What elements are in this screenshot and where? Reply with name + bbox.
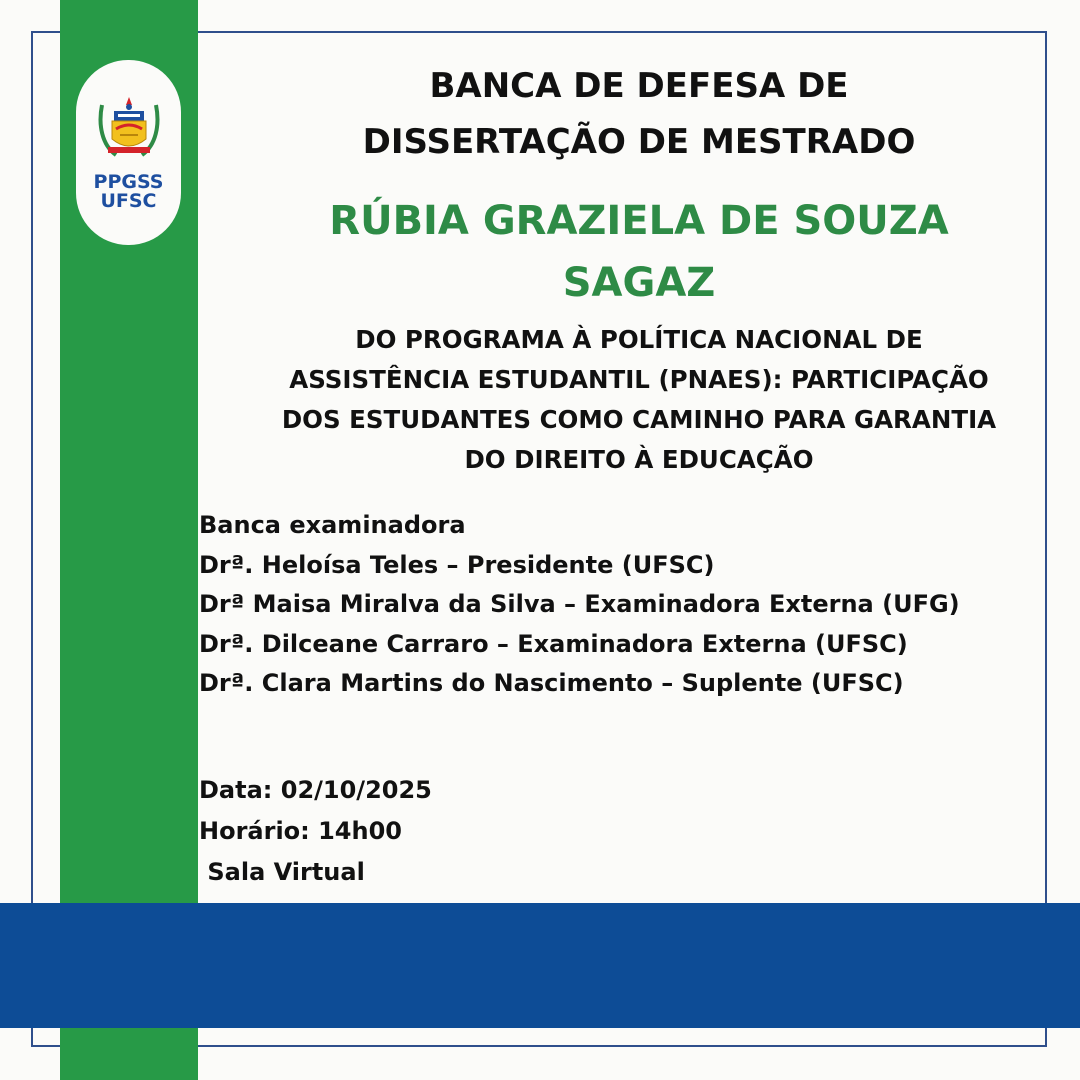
logo-text-ppgss: PPGSS bbox=[93, 171, 164, 193]
board-member: Drª. Dilceane Carraro – Examinadora Externa (UFSC) bbox=[199, 629, 908, 658]
ppgss-ufsc-logo bbox=[76, 60, 181, 245]
board-member: Drª Maisa Miralva da Silva – Examinadora Externa (UFG) bbox=[199, 590, 960, 618]
board-member: Drª. Clara Martins do Nascimento – Suplente (UFSC) bbox=[199, 669, 904, 697]
page-heading bbox=[198, 58, 1080, 170]
ufsc-coat-of-arms-icon bbox=[94, 95, 164, 167]
event-date: Data: 02/10/2025 bbox=[199, 776, 432, 804]
board-member: Drª. Heloísa Teles – Presidente (UFSC) bbox=[199, 550, 715, 579]
candidate-name-line-1: RÚBIA GRAZIELA DE SOUZA bbox=[329, 198, 949, 244]
board-title: Banca examinadora bbox=[199, 511, 466, 539]
event-info bbox=[199, 770, 432, 893]
examining-board bbox=[199, 506, 960, 704]
candidate-name-line-2: SAGAZ bbox=[562, 260, 716, 306]
blue-footer-band bbox=[0, 903, 1080, 1028]
thesis-line-4: DO DIREITO À EDUCAÇÃO bbox=[464, 445, 814, 474]
logo-text-ufsc: UFSC bbox=[100, 190, 157, 212]
event-location: Sala Virtual bbox=[199, 858, 365, 886]
thesis-line-1: DO PROGRAMA À POLÍTICA NACIONAL DE bbox=[355, 325, 923, 354]
thesis-line-2: ASSISTÊNCIA ESTUDANTIL (PNAES): PARTICIPAÇÃO bbox=[289, 365, 989, 394]
thesis-title bbox=[198, 320, 1080, 480]
heading-line-2: DISSERTAÇÃO DE MESTRADO bbox=[362, 122, 916, 162]
thesis-line-3: DOS ESTUDANTES COMO CAMINHO PARA GARANTIA bbox=[281, 405, 997, 434]
heading-line-1: BANCA DE DEFESA DE bbox=[429, 66, 849, 106]
candidate-name bbox=[198, 190, 1080, 314]
event-time: Horário: 14h00 bbox=[199, 817, 402, 845]
